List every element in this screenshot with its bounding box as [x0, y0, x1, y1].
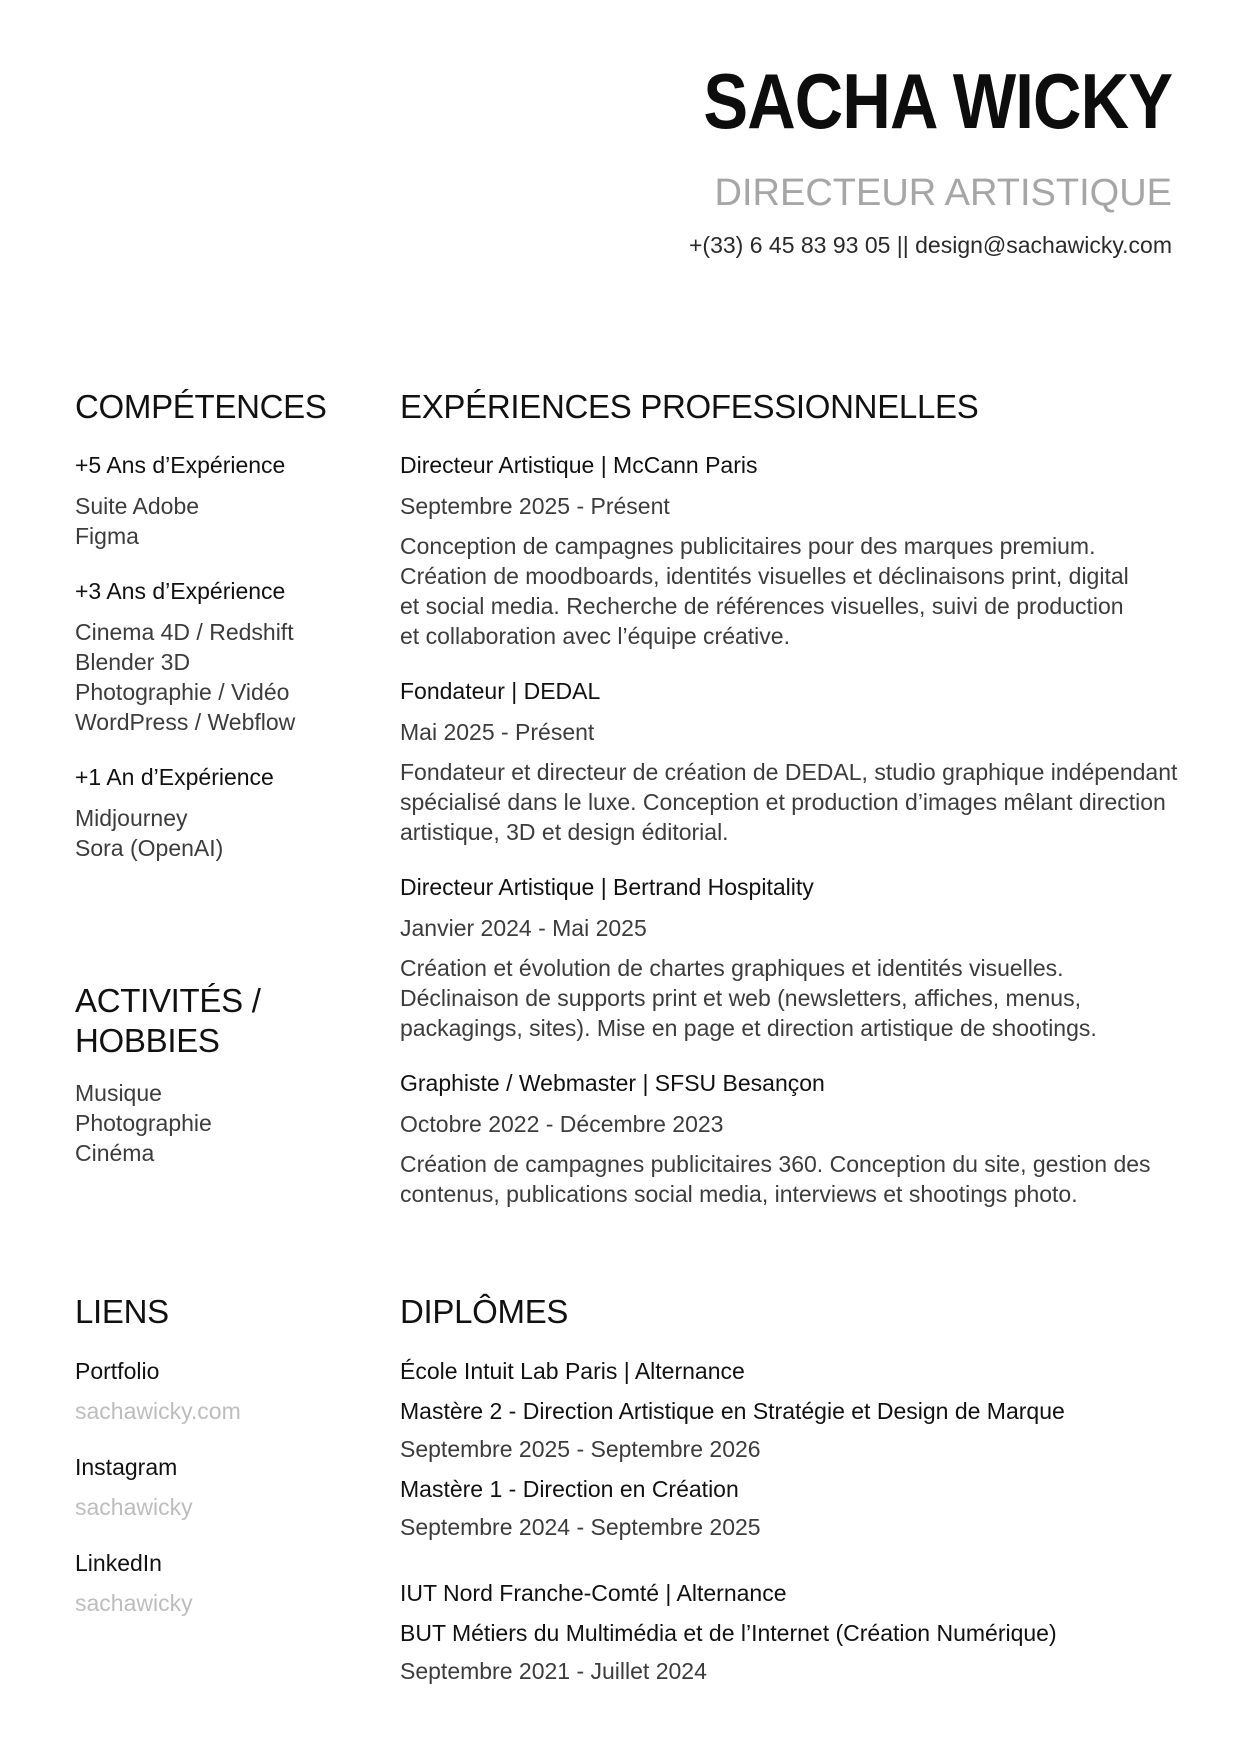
job-description [400, 953, 1097, 1043]
link-linkedin[interactable]: sachawicky [75, 1590, 193, 1616]
skill-level: +5 Ans d’Expérience [75, 452, 286, 478]
job-description-line: spécialisé dans le luxe. Conception et production d’images mêlant direction [400, 789, 1166, 815]
skill-list [75, 491, 199, 551]
skill-item: Suite Adobe [75, 493, 200, 519]
job-description-line: Création de campagnes publicitaires 360. Conception du site, gestion des [400, 1151, 1151, 1177]
job-description-line: Création de moodboards, identités visuelles et déclinaisons print, digital [400, 563, 1129, 589]
job-dates: Janvier 2024 - Mai 2025 [400, 915, 647, 941]
link-portfolio[interactable]: sachawicky.com [75, 1398, 241, 1424]
degree-name: Mastère 2 - Direction Artistique en Stratégie et Design de Marque [400, 1398, 1065, 1424]
experiences-title: EXPÉRIENCES PROFESSIONNELLES [400, 388, 979, 425]
job-description-line: Déclinaison de supports print et web (newsletters, affiches, menus, [400, 985, 1081, 1011]
job-description [400, 757, 1177, 847]
skill-item: Cinema 4D / Redshift [75, 619, 294, 645]
link-label-portfolio: Portfolio [75, 1358, 160, 1384]
skill-item: Figma [75, 523, 139, 549]
skill-item: Photographie / Vidéo [75, 679, 290, 705]
degree-dates: Septembre 2021 - Juillet 2024 [400, 1658, 707, 1684]
diplomes-title: DIPLÔMES [400, 1293, 569, 1330]
link-label-linkedin: LinkedIn [75, 1550, 162, 1576]
degree-dates: Septembre 2024 - Septembre 2025 [400, 1514, 761, 1540]
job-dates: Mai 2025 - Présent [400, 719, 595, 745]
job-description-line: Création et évolution de chartes graphiques et identités visuelles. [400, 955, 1064, 981]
job-description [400, 1149, 1151, 1209]
degree-name: Mastère 1 - Direction en Création [400, 1476, 739, 1502]
hobbies-title-line: HOBBIES [75, 1022, 220, 1059]
hobby-item: Musique [75, 1080, 162, 1106]
school-name: École Intuit Lab Paris | Alternance [400, 1358, 745, 1384]
job-dates: Octobre 2022 - Décembre 2023 [400, 1111, 724, 1137]
link-instagram[interactable]: sachawicky [75, 1494, 193, 1520]
skill-item: Blender 3D [75, 649, 191, 675]
job-title: Directeur Artistique | McCann Paris [400, 452, 758, 478]
hobbies-title [75, 981, 261, 1061]
job-description-line: Fondateur et directeur de création de DEDAL, studio graphique indépendant [400, 759, 1178, 785]
school-name: IUT Nord Franche-Comté | Alternance [400, 1580, 787, 1606]
job-dates: Septembre 2025 - Présent [400, 493, 670, 519]
liens-title: LIENS [75, 1293, 169, 1330]
degree-name: BUT Métiers du Multimédia et de l’Internet (Création Numérique) [400, 1620, 1057, 1646]
job-description-line: artistique, 3D et design éditorial. [400, 819, 729, 845]
job-description-line: et collaboration avec l’équipe créative. [400, 623, 790, 649]
skill-list [75, 803, 223, 863]
hobbies-title-line: ACTIVITÉS / [75, 982, 261, 1019]
job-role: DIRECTEUR ARTISTIQUE [714, 172, 1172, 214]
competences-title: COMPÉTENCES [75, 388, 327, 425]
skill-item: Sora (OpenAI) [75, 835, 224, 861]
job-title: Directeur Artistique | Bertrand Hospitality [400, 874, 814, 900]
job-description-line: contenus, publications social media, interviews et shootings photo. [400, 1181, 1078, 1207]
job-description-line: et social media. Recherche de références visuelles, suivi de production [400, 593, 1124, 619]
contact-info: +(33) 6 45 83 93 05 || design@sachawicky.com [689, 232, 1172, 258]
skill-item: Midjourney [75, 805, 188, 831]
skill-list [75, 617, 295, 737]
link-label-instagram: Instagram [75, 1454, 178, 1480]
job-title: Fondateur | DEDAL [400, 678, 601, 704]
skill-item: WordPress / Webflow [75, 709, 296, 735]
hobby-item: Photographie [75, 1110, 212, 1136]
hobby-item: Cinéma [75, 1140, 155, 1166]
job-description-line: packagings, sites). Mise en page et direction artistique de shootings. [400, 1015, 1097, 1041]
degree-dates: Septembre 2025 - Septembre 2026 [400, 1436, 761, 1462]
job-description [400, 531, 1129, 651]
person-name: SACHA WICKY [703, 57, 1172, 145]
hobbies-list [75, 1078, 212, 1168]
skill-level: +1 An d’Expérience [75, 764, 274, 790]
job-description-line: Conception de campagnes publicitaires pour des marques premium. [400, 533, 1096, 559]
job-title: Graphiste / Webmaster | SFSU Besançon [400, 1070, 825, 1096]
skill-level: +3 Ans d’Expérience [75, 578, 286, 604]
